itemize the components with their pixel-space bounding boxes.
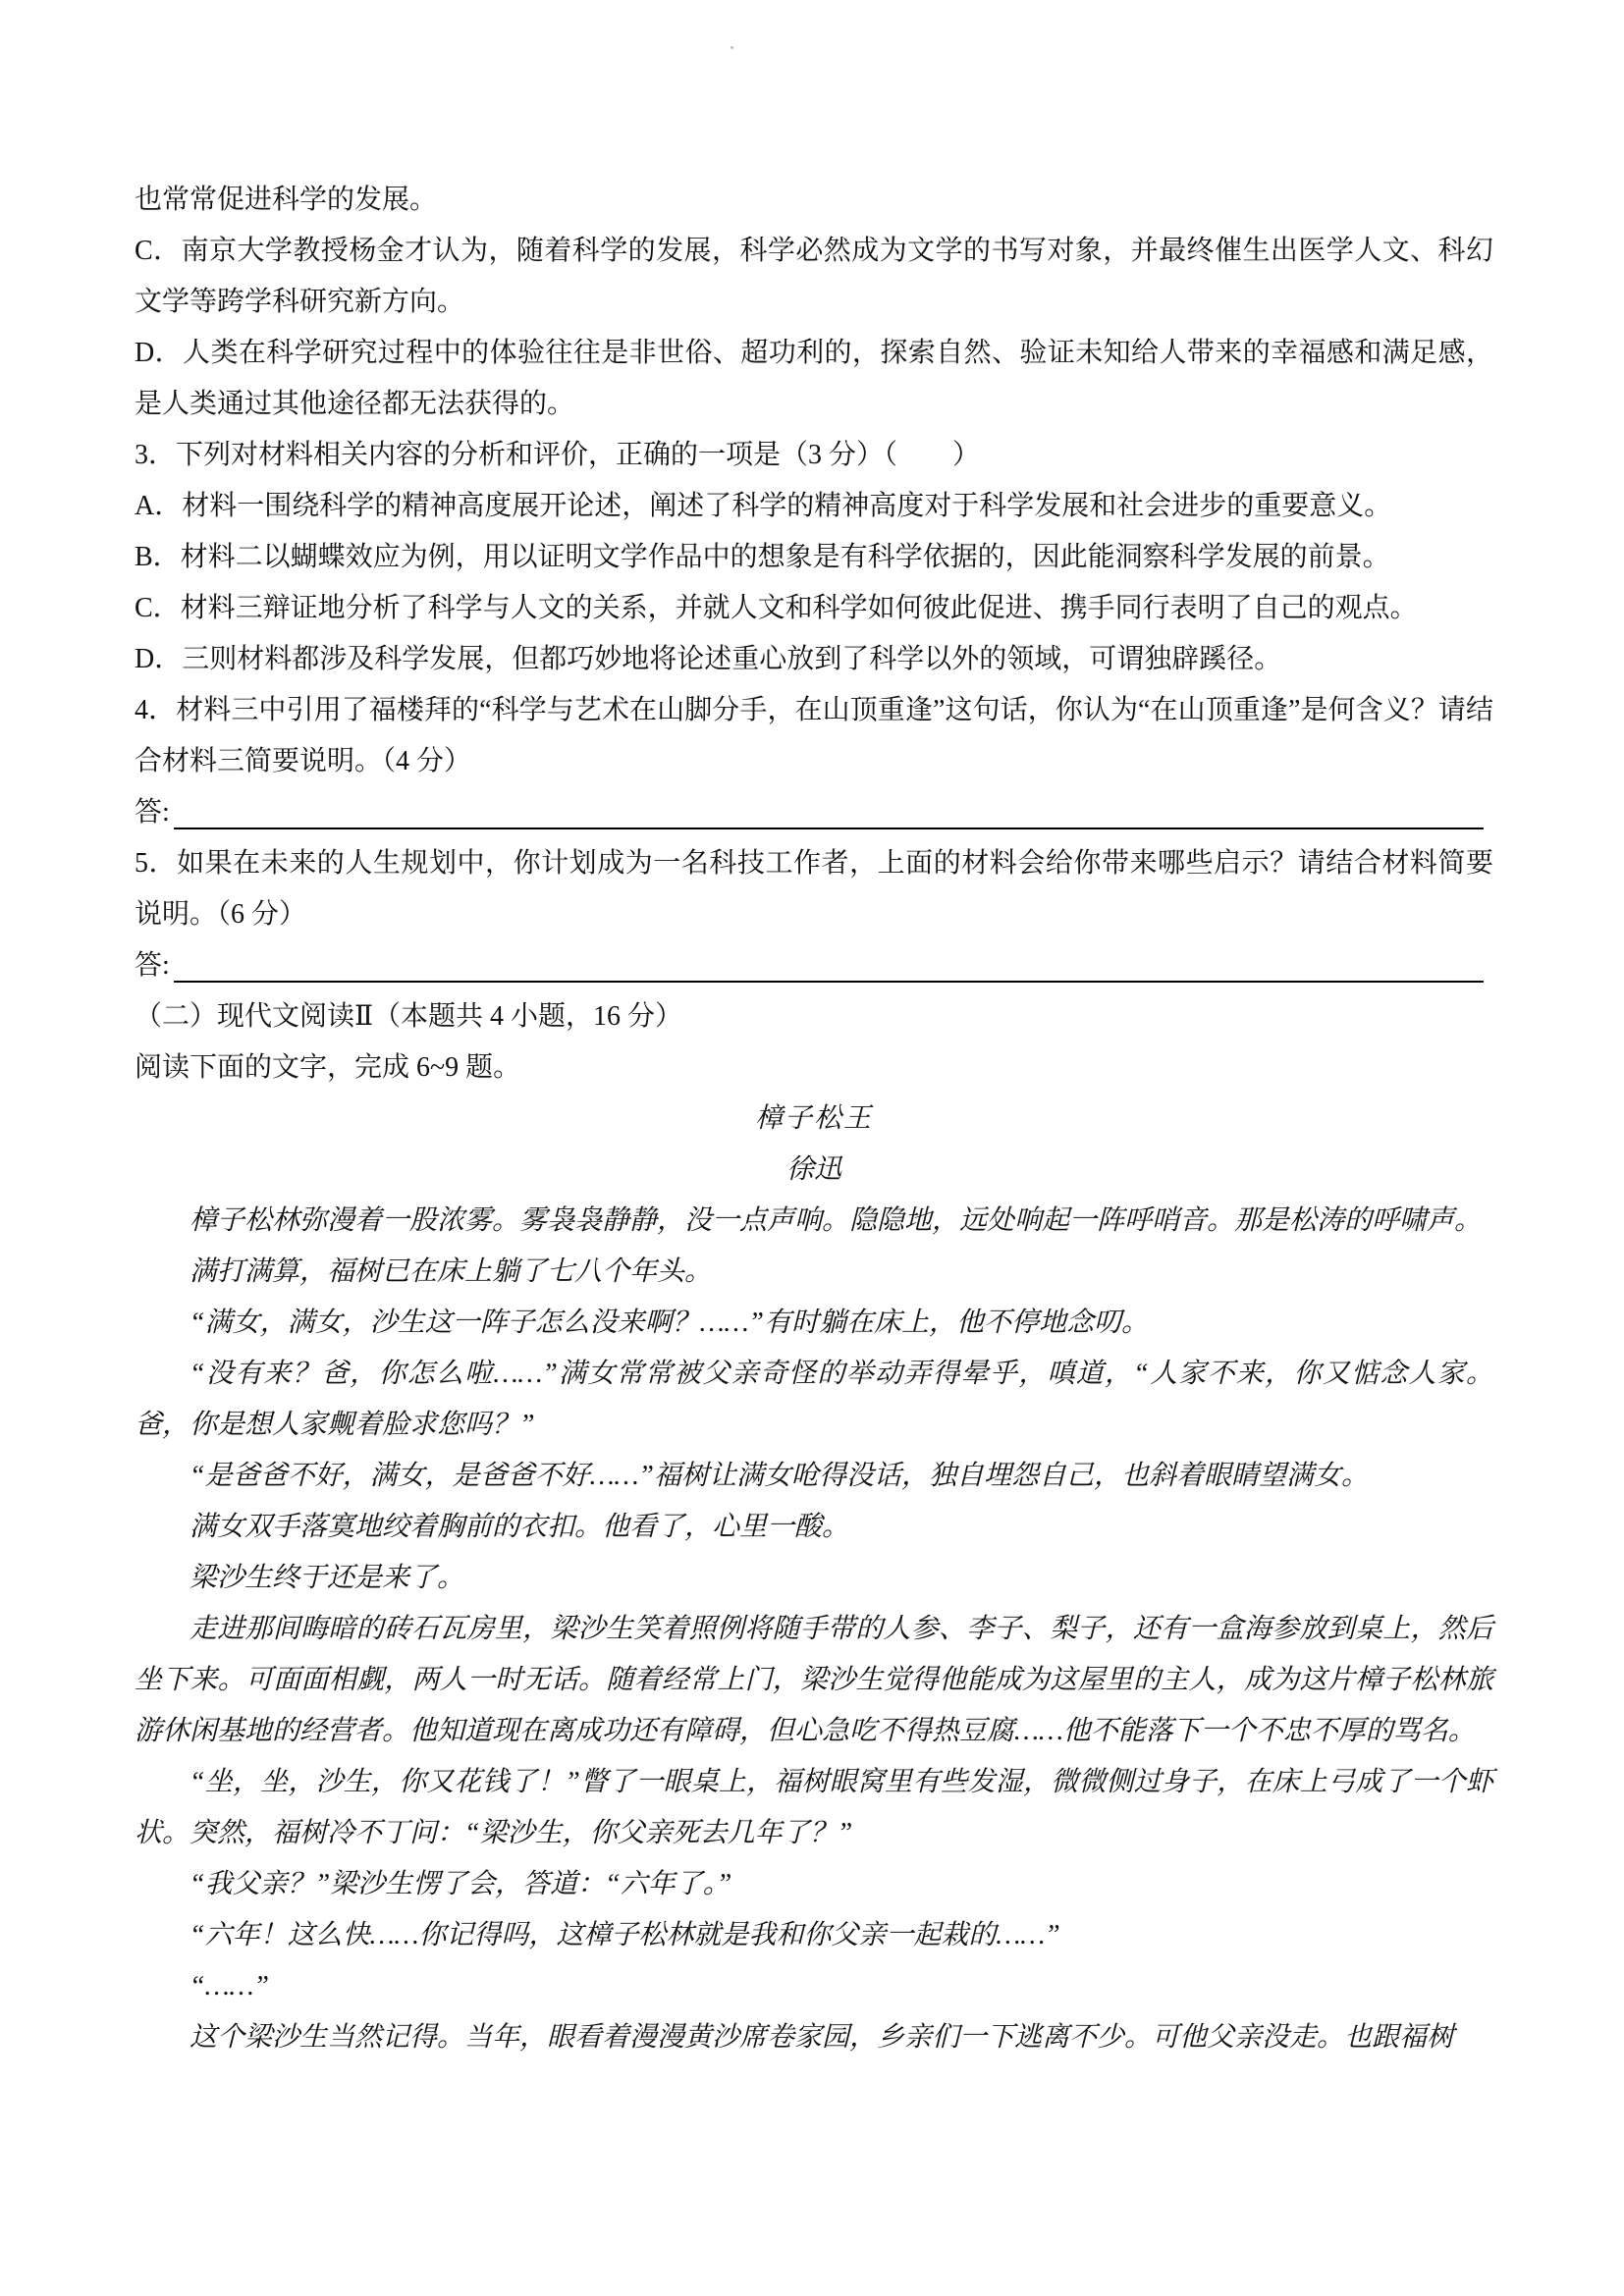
passage-paragraph: 这个梁沙生当然记得。当年，眼看着漫漫黄沙席卷家园，乡亲们一下逃离不少。可他父亲没走。也跟福树: [189, 2022, 1455, 2053]
question5-answer-line: [135, 940, 1493, 991]
question2-option-d: D．人类在科学研究过程中的体验往往是非世俗、超功利的，探索自然、验证未知给人带来的幸福感和满足感，是人类通过其他途径都无法获得的。: [135, 338, 1493, 419]
passage-author: 徐迅: [785, 1154, 841, 1185]
exam-page-content: [135, 175, 1493, 2063]
section2-instruction: 阅读下面的文字，完成 6~9 题。: [135, 1052, 521, 1083]
question5-stem: 5．如果在未来的人生规划中，你计划成为一名科技工作者，上面的材料会给你带来哪些启示？请结合材料简要说明。（6 分）: [135, 848, 1493, 930]
passage-paragraph: “……”: [189, 1971, 269, 2002]
question2-option-c: C．南京大学教授杨金才认为，随着科学的发展，科学必然成为文学的书写对象，并最终催生出医学人文、科幻文学等跨学科研究新方向。: [135, 236, 1493, 317]
section2-heading: （二）现代文阅读Ⅱ（本题共 4 小题，16 分）: [135, 1001, 683, 1032]
passage-paragraph: 樟子松林弥漫着一股浓雾。雾袅袅静静，没一点声响。隐隐地，远处响起一阵呼哨音。那是松涛的呼啸声。: [189, 1205, 1483, 1236]
question3-option-d: D．三则材料都涉及科学发展，但都巧妙地将论述重心放到了科学以外的领域，可谓独辟蹊径。: [135, 644, 1282, 674]
question4-answer-label: 答:: [135, 797, 170, 828]
question4-answer-line: [135, 787, 1493, 838]
question3-stem: 3．下列对材料相关内容的分析和评价，正确的一项是（3 分）（ ）: [135, 440, 981, 470]
passage-paragraph: “六年！这么快……你记得吗，这樟子松林就是我和你父亲一起栽的……”: [189, 1920, 1060, 1950]
question5-answer-blank-rule: [174, 940, 1484, 991]
scan-artifact-dot: [731, 46, 733, 49]
passage-paragraph: “坐，坐，沙生，你又花钱了！”瞥了一眼桌上，福树眼窝里有些发湿，微微侧过身子，在床上弓成了一个虾状。突然，福树冷不丁问：“梁沙生，你父亲死去几年了？”: [135, 1767, 1493, 1848]
question3-option-a: A．材料一围绕科学的精神高度展开论述，阐述了科学的精神高度对于科学发展和社会进步的重要意义。: [135, 491, 1392, 521]
passage-paragraph: 满打满算，福树已在床上躺了七八个年头。: [189, 1256, 713, 1287]
passage-paragraph: “我父亲？”梁沙生愣了会，答道：“六年了。”: [189, 1869, 732, 1899]
question3-option-c: C．材料三辩证地分析了科学与人文的关系，并就人文和科学如何彼此促进、携手同行表明了自己的观点。: [135, 593, 1418, 623]
passage-title: 樟子松王: [754, 1103, 873, 1134]
passage-paragraph: 梁沙生终于还是来了。: [189, 1563, 465, 1593]
question5-answer-label: 答:: [135, 950, 170, 981]
question3-option-b: B．材料二以蝴蝶效应为例，用以证明文学作品中的想象是有科学依据的，因此能洞察科学发展的前景。: [135, 542, 1390, 572]
passage-paragraph: “是爸爸不好，满女，是爸爸不好……”福树让满女呛得没话，独自埋怨自己，也斜着眼睛望满女。: [189, 1461, 1369, 1491]
reading-passage: [135, 1094, 1493, 2063]
question4-answer-blank-rule: [174, 787, 1484, 838]
passage-paragraph: “没有来？爸，你怎么啦……”满女常常被父亲奇怪的举动弄得晕乎，嗔道，“人家不来，你又惦念人家。爸，你是想人家觍着脸求您吗？”: [135, 1359, 1493, 1440]
passage-paragraph: “满女，满女，沙生这一阵子怎么没来啊？……”有时躺在床上，他不停地念叨。: [189, 1308, 1149, 1338]
passage-paragraph: 走进那间晦暗的砖石瓦房里，梁沙生笑着照例将随手带的人参、李子、梨子，还有一盒海参放到桌上，然后坐下来。可面面相觑，两人一时无话。随着经常上门，梁沙生觉得他能成为这屋里的主人，成为这片樟子松林旅游休闲基地的经营者。他知道现在离成功还有障碍，但心急吃不得热豆腐……他不能落下一个不忠不厚的骂名。: [135, 1614, 1493, 1746]
passage-paragraph: 满女双手落寞地绞着胸前的衣扣。他看了，心里一酸。: [189, 1512, 850, 1542]
question4-stem: 4．材料三中引用了福楼拜的“科学与艺术在山脚分手，在山顶重逢”这句话，你认为“在山顶重逢”是何含义？请结合材料三简要说明。（4 分）: [135, 695, 1493, 776]
carryover-option-text: 也常常促进科学的发展。: [135, 185, 438, 215]
